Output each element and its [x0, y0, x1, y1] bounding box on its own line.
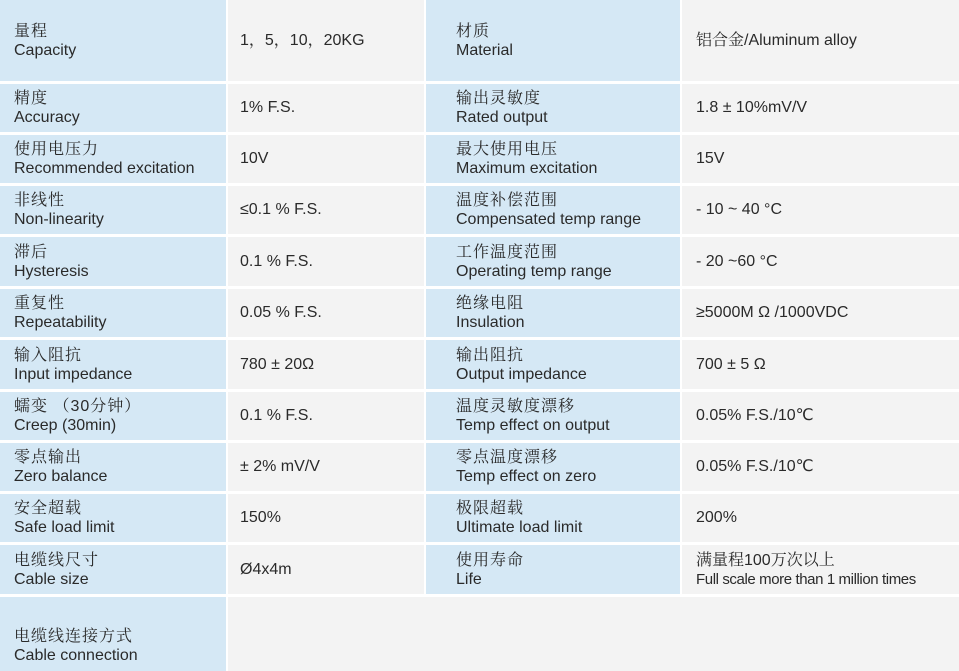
- label-en: Compensated temp range: [456, 211, 641, 228]
- spec-row: [0, 135, 959, 186]
- value-text: 0.05% F.S./10℃: [696, 458, 814, 475]
- label-en: Repeatability: [14, 314, 107, 331]
- spec-label: [426, 237, 680, 286]
- spec-label: [0, 494, 226, 542]
- value-text-zh: 满量程100万次以上: [696, 552, 835, 569]
- label-en: Rated output: [456, 109, 548, 126]
- value-text: Ø4x4m: [240, 560, 292, 578]
- value-text: 200%: [696, 509, 737, 526]
- spec-value: [682, 135, 959, 183]
- label-zh: 安全超载: [14, 500, 83, 517]
- label-zh: 温度灵敏度漂移: [456, 398, 576, 415]
- spec-value: [228, 84, 424, 132]
- value-text: 150%: [240, 509, 281, 526]
- label-en: Output impedance: [456, 365, 587, 383]
- value-text: - 10 ~ 40 °C: [696, 201, 782, 218]
- label-zh: 非线性: [14, 192, 66, 209]
- spec-value: [682, 545, 959, 594]
- value-text: 0.1 % F.S.: [240, 407, 313, 424]
- label-zh: 滞后: [14, 243, 49, 261]
- label-en: Safe load limit: [14, 519, 115, 536]
- spec-row: [0, 186, 959, 237]
- spec-row: [0, 494, 959, 545]
- value-text: ≥5000M Ω /1000VDC: [696, 304, 849, 321]
- label-zh: 蠕变 （30分钟）: [14, 398, 142, 415]
- value-text: ± 2% mV/V: [240, 458, 320, 475]
- spec-value: [228, 135, 424, 183]
- label-zh: 工作温度范围: [456, 243, 559, 261]
- label-zh: 极限超载: [456, 500, 525, 517]
- spec-value: [228, 186, 424, 234]
- label-zh: 使用电压力: [14, 141, 100, 158]
- spec-value: [682, 186, 959, 234]
- spec-label: [0, 84, 226, 132]
- spec-label: [426, 340, 680, 389]
- spec-label: [0, 392, 226, 440]
- label-en: Cable connection: [14, 647, 138, 664]
- spec-label: [0, 0, 226, 81]
- spec-label: [426, 0, 680, 81]
- spec-label: [426, 186, 680, 234]
- label-zh: 最大使用电压: [456, 141, 559, 158]
- label-zh: 重复性: [14, 295, 66, 312]
- spec-label: [0, 340, 226, 389]
- spec-label: [0, 597, 226, 671]
- label-en: Temp effect on output: [456, 417, 610, 434]
- spec-row: [0, 0, 959, 84]
- spec-value: [228, 340, 424, 389]
- label-en: Recommended excitation: [14, 160, 195, 177]
- spec-row: [0, 237, 959, 289]
- label-en: Maximum excitation: [456, 160, 598, 177]
- label-zh: 绝缘电阻: [456, 295, 525, 312]
- label-zh: 输出灵敏度: [456, 90, 542, 107]
- value-text: 1，5，10，20KG: [240, 31, 365, 49]
- spec-row: [0, 545, 959, 597]
- spec-label: [426, 84, 680, 132]
- spec-value: [228, 289, 424, 337]
- spec-label: [0, 289, 226, 337]
- label-zh: 量程: [14, 22, 49, 40]
- spec-value: [682, 237, 959, 286]
- label-en: Ultimate load limit: [456, 519, 583, 536]
- spec-label: [426, 545, 680, 594]
- spec-label: [426, 289, 680, 337]
- spec-value: [682, 392, 959, 440]
- label-en: Non-linearity: [14, 211, 104, 228]
- label-zh: 电缆线尺寸: [14, 551, 100, 569]
- label-en: Life: [456, 570, 482, 588]
- value-text-en: Full scale more than 1 million times: [696, 571, 916, 588]
- spec-value: [682, 443, 959, 491]
- label-en: Material: [456, 41, 513, 59]
- spec-label: [426, 392, 680, 440]
- value-text: ≤0.1 % F.S.: [240, 201, 322, 218]
- spec-row: [0, 289, 959, 340]
- spec-label: [0, 545, 226, 594]
- value-text: 1% F.S.: [240, 99, 296, 116]
- value-text: 0.05% F.S./10℃: [696, 407, 814, 424]
- spec-value: [682, 340, 959, 389]
- spec-value: [682, 0, 959, 81]
- spec-value: [228, 0, 424, 81]
- value-text: 700 ± 5 Ω: [696, 355, 766, 373]
- spec-row: [0, 597, 959, 671]
- label-zh: 材质: [456, 22, 491, 40]
- value-text: 铝合金/Aluminum alloy: [696, 31, 857, 49]
- spec-row: [0, 443, 959, 494]
- spec-value: [228, 392, 424, 440]
- value-text: 0.05 % F.S.: [240, 304, 322, 321]
- value-text: 10V: [240, 150, 269, 167]
- label-zh: 使用寿命: [456, 551, 525, 569]
- spec-label: [426, 494, 680, 542]
- label-en: Creep (30min): [14, 417, 117, 434]
- label-en: Operating temp range: [456, 262, 612, 280]
- spec-label: [0, 237, 226, 286]
- spec-label: [0, 443, 226, 491]
- label-zh: 输入阻抗: [14, 346, 83, 364]
- label-zh: 温度补偿范围: [456, 192, 559, 209]
- label-zh: 电缆线连接方式: [14, 628, 134, 645]
- value-text: 0.1 % F.S.: [240, 252, 313, 270]
- label-en: Input impedance: [14, 365, 133, 383]
- spec-label: [0, 186, 226, 234]
- label-en: Cable size: [14, 570, 89, 588]
- value-text: 1.8 ± 10%mV/V: [696, 99, 808, 116]
- label-en: Hysteresis: [14, 262, 89, 280]
- label-en: Zero balance: [14, 468, 108, 485]
- spec-label: [426, 443, 680, 491]
- label-zh: 输出阻抗: [456, 346, 525, 364]
- spec-value: [682, 289, 959, 337]
- value-text: - 20 ~60 °C: [696, 252, 778, 270]
- spec-label: [0, 135, 226, 183]
- spec-value: [682, 494, 959, 542]
- spec-label: [426, 135, 680, 183]
- spec-row: [0, 84, 959, 135]
- label-en: Insulation: [456, 314, 525, 331]
- spec-row: [0, 392, 959, 443]
- value-text: 780 ± 20Ω: [240, 355, 315, 373]
- value-text: 15V: [696, 150, 725, 167]
- spec-value: [228, 597, 959, 671]
- label-zh: 零点温度漂移: [456, 449, 559, 466]
- spec-row: [0, 340, 959, 392]
- spec-value: [228, 443, 424, 491]
- spec-value: [228, 237, 424, 286]
- spec-value: [228, 545, 424, 594]
- label-zh: 精度: [14, 90, 49, 107]
- label-en: Capacity: [14, 41, 77, 59]
- label-zh: 零点输出: [14, 449, 83, 466]
- spec-value: [682, 84, 959, 132]
- label-en: Accuracy: [14, 109, 80, 126]
- label-en: Temp effect on zero: [456, 468, 597, 485]
- spec-value: [228, 494, 424, 542]
